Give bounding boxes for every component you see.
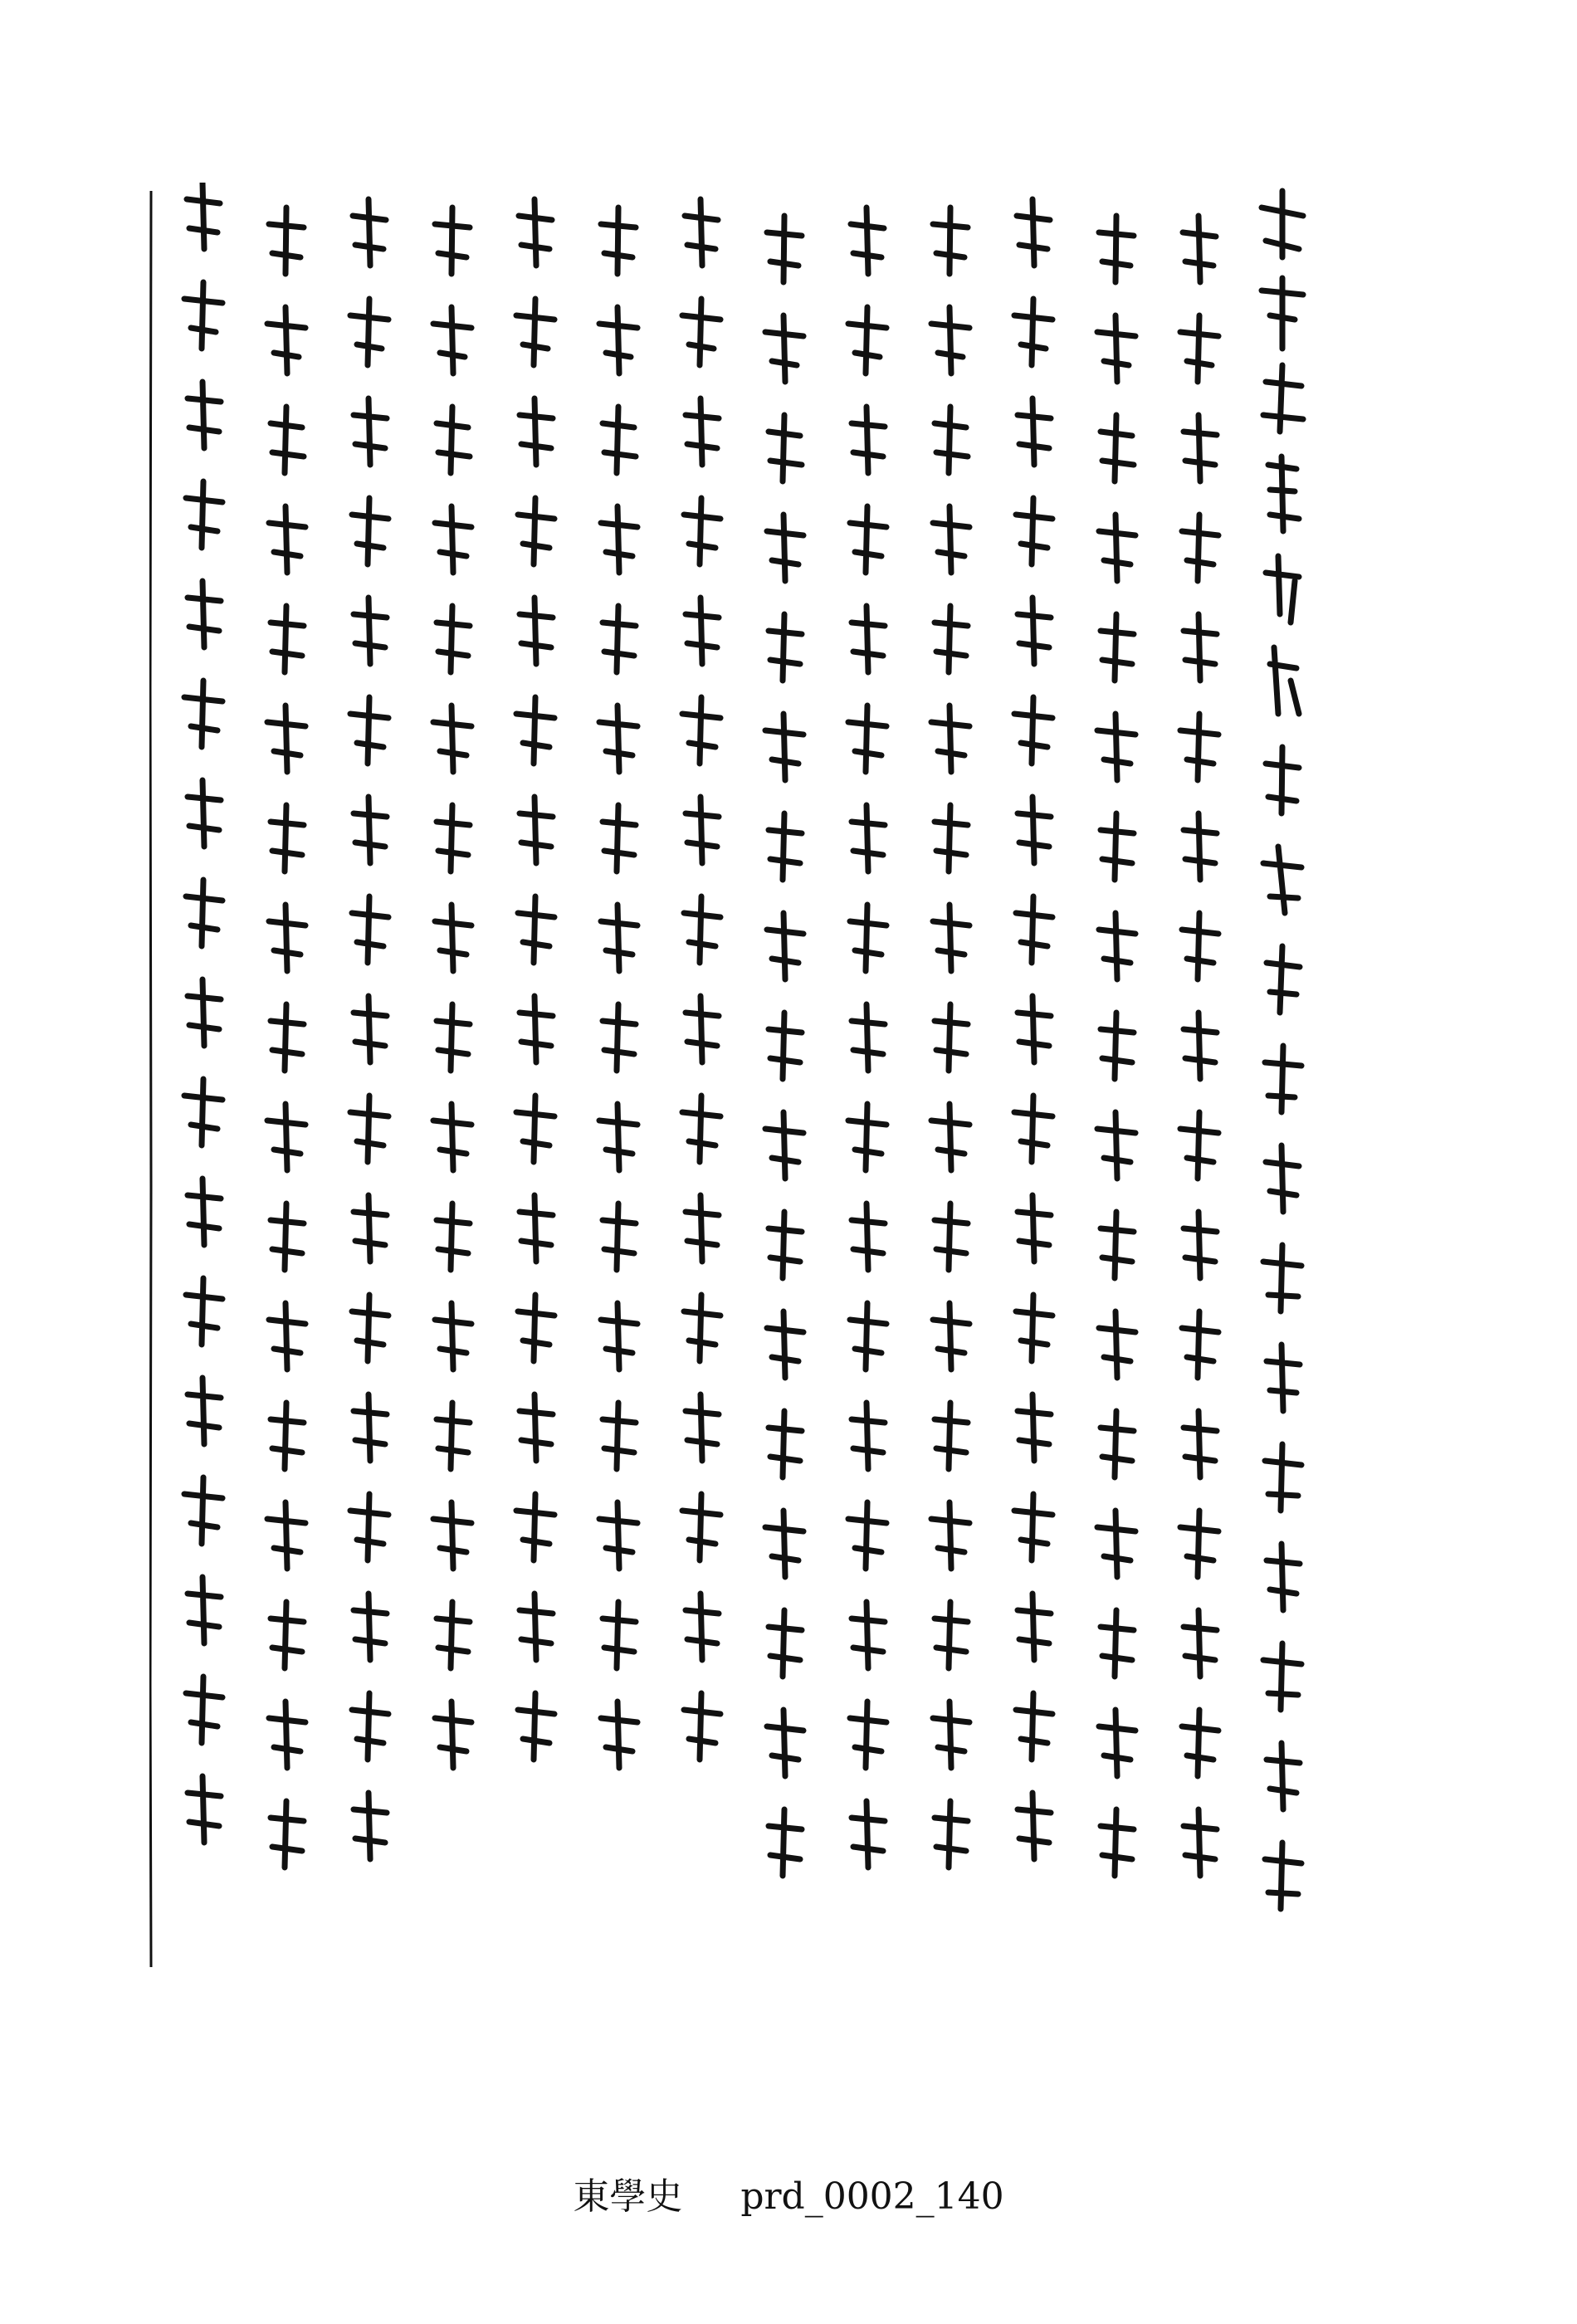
book-title: 東學史	[573, 2175, 683, 2218]
manuscript-column-8	[664, 183, 739, 1967]
margin-rule-line	[149, 191, 153, 1967]
manuscript-column-1	[1245, 183, 1320, 1967]
manuscript-column-5	[913, 183, 988, 1967]
manuscript-column-4	[996, 183, 1071, 1967]
manuscript-column-12	[332, 183, 407, 1967]
manuscript-column-3	[1079, 183, 1154, 1967]
manuscript-column-9	[581, 183, 656, 1967]
handwritten-manuscript	[149, 183, 1328, 1992]
page-code: prd_0002_140	[740, 2175, 1004, 2218]
manuscript-column-6	[830, 183, 905, 1967]
page-footer	[0, 2166, 1577, 2219]
manuscript-column-13	[249, 183, 324, 1967]
manuscript-column-2	[1162, 183, 1237, 1967]
manuscript-column-14	[166, 183, 241, 1967]
manuscript-column-7	[747, 183, 822, 1967]
manuscript-column-11	[415, 183, 490, 1967]
manuscript-column-10	[498, 183, 573, 1967]
